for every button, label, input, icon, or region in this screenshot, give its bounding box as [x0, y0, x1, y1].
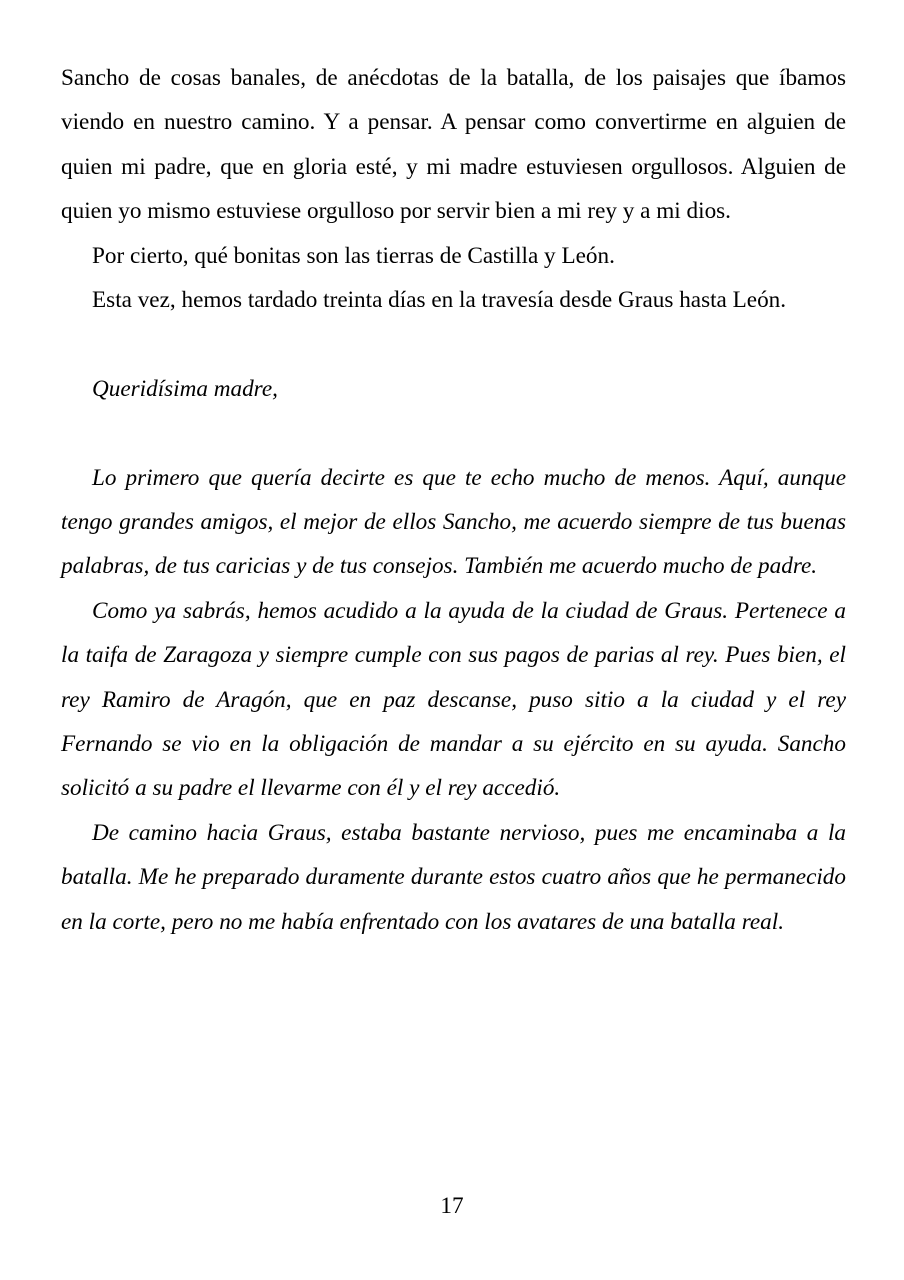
page-number: 17: [440, 1193, 464, 1219]
letter-paragraph-3: De camino hacia Graus, estaba bastante nervioso, pues me encaminaba a la batalla. Me he preparado duramente durante estos cuatro años que he permanecido en la corte, pero no me había enfrentado con los avatares de una batalla real.: [61, 819, 846, 935]
letter-salutation: Queridísima madre,: [92, 375, 278, 402]
blank-line: [61, 411, 846, 455]
paragraph-3: Esta vez, hemos tardado treinta días en la travesía desde Graus hasta León.: [92, 287, 787, 314]
page-body: [61, 56, 846, 944]
letter-paragraph-1: Lo primero que quería decirte es que te echo mucho de menos. Aquí, aunque tengo grandes amigos, el mejor de ellos Sancho, me acuerdo siempre de tus buenas palabras, de tus caricias y de tus consejos. También me acuerdo mucho de padre.: [61, 464, 846, 580]
paragraph-2: Por cierto, qué bonitas son las tierras de Castilla y León.: [92, 242, 615, 269]
letter-paragraph-2: Como ya sabrás, hemos acudido a la ayuda de la ciudad de Graus. Pertenece a la taifa de Zaragoza y siempre cumple con sus pagos de parias al rey. Pues bien, el rey Ramiro de Aragón, que en paz descanse, puso sitio a la ciudad y el rey Fernando se vio en la obligación de mandar a su ejército en su ayuda. Sancho solicitó a su padre el llevarme con él y el rey accedió.: [61, 597, 846, 802]
paragraph-1: Sancho de cosas banales, de anécdotas de la batalla, de los paisajes que íbamos viendo en nuestro camino. Y a pensar. A pensar como convertirme en alguien de quien mi padre, que en gloria esté, y mi madre estuviesen orgullosos. Alguien de quien yo mismo estuviese orgulloso por servir bien a mi rey y a mi dios.: [61, 65, 846, 225]
blank-line: [61, 322, 846, 366]
